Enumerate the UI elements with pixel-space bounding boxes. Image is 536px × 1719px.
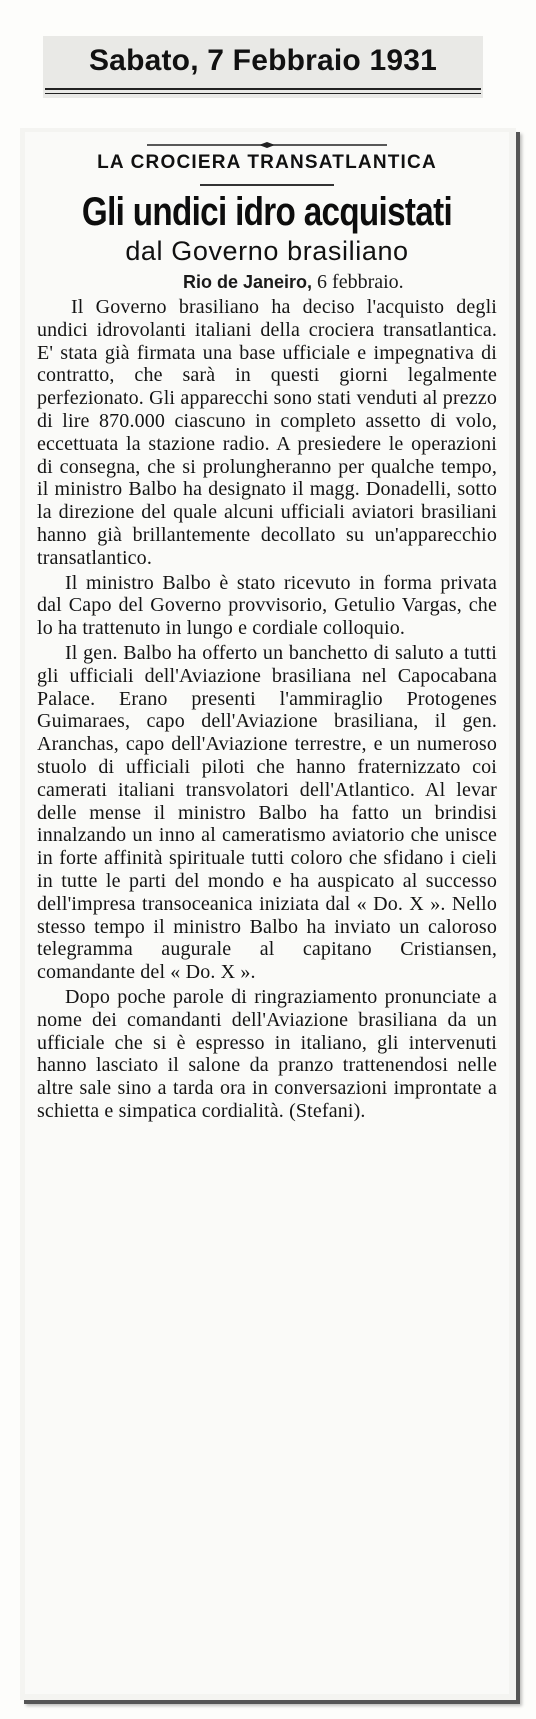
article-subheadline: dal Governo brasiliano: [125, 236, 409, 266]
article-dateline: [183, 270, 404, 294]
paragraph: Il ministro Balbo è stato ricevuto in forma privata dal Capo del Governo provvisorio, Getulio Vargas, che lo ha trattenuto in lungo e cordiale colloquio.: [37, 571, 497, 640]
paragraph: Dopo poche parole di ringraziamento pronunciate a nome dei comandanti dell'Aviazione brasiliana da un ufficiale che si è espresso in italiano, gli intervenuti hanno lasciato il salone da pranzo trattenendosi nelle altre sale sino a tarda ora in conversazioni improntate a schietta e simpatica cordialità. (Stefani).: [37, 985, 497, 1122]
paragraph: Il gen. Balbo ha offerto un banchetto di saluto a tutti gli ufficiali dell'Aviazione brasiliana nel Capocabana Palace. Erano presenti l'ammiraglio Protogenes Guimaraes, capo dell'Aviazione brasiliana, il gen. Aranchas, capo dell'Aviazione terrestre, e un numeroso stuolo di ufficiali piloti che hanno fraternizzato coi camerati italiani transvolatori dell'Atlantico. Al levar delle mense il ministro Balbo ha fatto un brindisi innalzando un inno al cameratismo aviatorio che unisce in forte affinità spirituale tutti coloro che sfidano i cieli in tutte le parti del mondo e ha auspicato al successo dell'impresa transoceanica iniziata dal « Do. X ». Nello stesso tempo il ministro Balbo ha inviato un caloroso telegramma augurale al capitano Cristiansen, comandante del « Do. X ».: [37, 641, 497, 984]
header-rule: [45, 88, 481, 90]
dateline-date: 6 febbraio.: [317, 271, 404, 293]
header-rule-thin: [45, 93, 481, 94]
article-headline: Gli undici idro acquistati: [81, 190, 453, 234]
kicker-rule: [200, 184, 334, 186]
date-header: [43, 36, 483, 98]
paragraph: Il Governo brasiliano ha deciso l'acquisto degli undici idrovolanti italiani della crociera transatlantica. E' stata già firmata una base ufficiale e impegnativa di contratto, che sarà in questi giorni legalmente perfezionato. Gli apparecchi sono stati venduti al prezzo di lire 870.000 ciascuno in completo assetto di volo, eccettuata la stazione radio. A presiedere le operazioni di consegna, che si prolungheranno per qualche tempo, il ministro Balbo ha designato il magg. Donadelli, sotto la direzione del quale alcuni ufficiali aviatori brasiliani hanno già brillantemente decollato su un'apparecchio transatlantico.: [37, 296, 497, 569]
dateline-place: Rio de Janeiro,: [183, 272, 313, 292]
ornament-divider: [147, 142, 387, 148]
issue-date: Sabato, 7 Febbraio 1931: [88, 44, 438, 77]
article-clipping: [20, 128, 516, 1700]
article-kicker: LA CROCIERA TRANSATLANTICA: [97, 152, 437, 173]
article-text: [37, 296, 497, 1125]
article-body-area: [25, 132, 509, 1694]
